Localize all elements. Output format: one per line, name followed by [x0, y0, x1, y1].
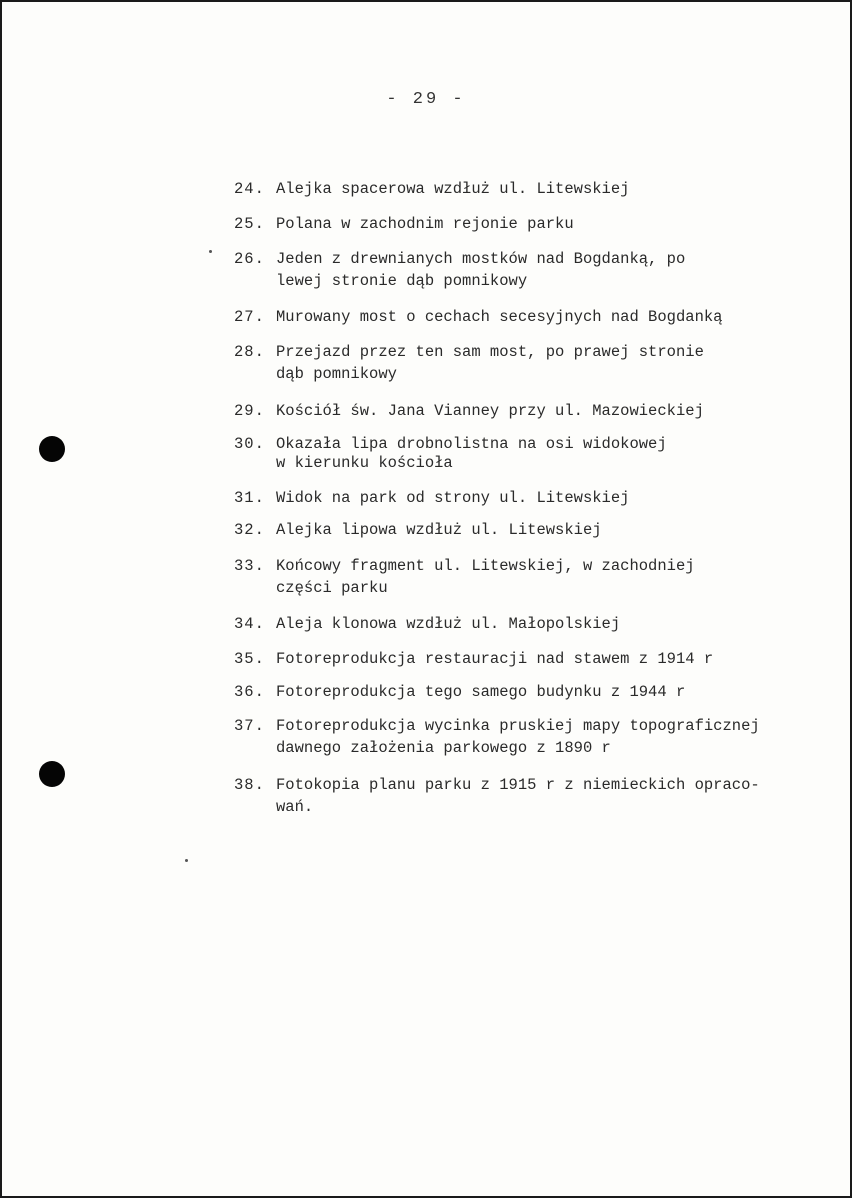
punch-hole [39, 761, 65, 787]
list-item [234, 213, 824, 235]
item-text [276, 487, 824, 509]
item-text-line: Aleja klonowa wzdłuż ul. Małopolskiej [276, 615, 621, 633]
list-item [234, 715, 824, 759]
item-text-line: Przejazd przez ten sam most, po prawej stronie [276, 343, 704, 361]
item-text [276, 613, 824, 635]
item-text [276, 681, 824, 703]
page-number: - 29 - [386, 90, 466, 109]
item-text [276, 341, 824, 385]
item-text-line: Fotoreprodukcja restauracji nad stawem z 1914 r [276, 650, 714, 668]
list-item [234, 306, 824, 328]
item-text [276, 306, 824, 328]
item-text [276, 178, 824, 200]
item-text-line: wań. [276, 798, 314, 816]
item-number: 29. [234, 402, 265, 420]
item-text-line: Polana w zachodnim rejonie parku [276, 215, 574, 233]
item-number: 32. [234, 521, 265, 539]
list-item [234, 555, 824, 599]
item-text-line: w kierunku kościoła [276, 454, 453, 472]
item-text-line: Fotokopia planu parku z 1915 r z niemieckich opraco- [276, 776, 760, 794]
item-text [276, 648, 824, 670]
item-text-line: lewej stronie dąb pomnikowy [276, 272, 528, 290]
item-number: 37. [234, 717, 265, 735]
item-number: 26. [234, 250, 265, 268]
item-text-line: dąb pomnikowy [276, 365, 397, 383]
item-number: 34. [234, 615, 265, 633]
item-number: 30. [234, 435, 265, 453]
list-item [234, 681, 824, 703]
item-number: 33. [234, 557, 265, 575]
item-number: 28. [234, 343, 265, 361]
item-text-line: Murowany most o cechach secesyjnych nad Bogdanką [276, 308, 723, 326]
item-text [276, 248, 824, 292]
item-text [276, 774, 824, 818]
item-text [276, 435, 824, 473]
paper-speck [185, 859, 188, 862]
item-number: 27. [234, 308, 265, 326]
item-number: 35. [234, 650, 265, 668]
item-text-line: Alejka spacerowa wzdłuż ul. Litewskiej [276, 180, 630, 198]
item-text-line: Okazała lipa drobnolistna na osi widokowej [276, 435, 667, 453]
list-item [234, 178, 824, 200]
item-text-line: dawnego założenia parkowego z 1890 r [276, 739, 611, 757]
item-text-line: Kościół św. Jana Vianney przy ul. Mazowieckiej [276, 402, 704, 420]
item-text [276, 213, 824, 235]
item-number: 36. [234, 683, 265, 701]
paper-speck [209, 250, 212, 253]
item-number: 38. [234, 776, 265, 794]
list-item [234, 487, 824, 509]
item-text [276, 715, 824, 759]
list-item [234, 248, 824, 292]
list-item [234, 613, 824, 635]
item-text [276, 555, 824, 599]
list-item [234, 400, 824, 422]
list-item [234, 435, 824, 473]
list-item [234, 648, 824, 670]
item-number: 24. [234, 180, 265, 198]
item-number: 25. [234, 215, 265, 233]
list-item [234, 519, 824, 541]
list-item [234, 341, 824, 385]
item-text [276, 519, 824, 541]
item-text-line: Fotoreprodukcja tego samego budynku z 1944 r [276, 683, 686, 701]
item-text [276, 400, 824, 422]
item-number: 31. [234, 489, 265, 507]
list-item [234, 774, 824, 818]
item-text-line: Końcowy fragment ul. Litewskiej, w zachodniej [276, 557, 695, 575]
item-text-line: części parku [276, 579, 388, 597]
item-text-line: Widok na park od strony ul. Litewskiej [276, 489, 630, 507]
item-text-line: Jeden z drewnianych mostków nad Bogdanką, po [276, 250, 686, 268]
item-text-line: Alejka lipowa wzdłuż ul. Litewskiej [276, 521, 602, 539]
punch-hole [39, 436, 65, 462]
item-text-line: Fotoreprodukcja wycinka pruskiej mapy topograficznej [276, 717, 760, 735]
